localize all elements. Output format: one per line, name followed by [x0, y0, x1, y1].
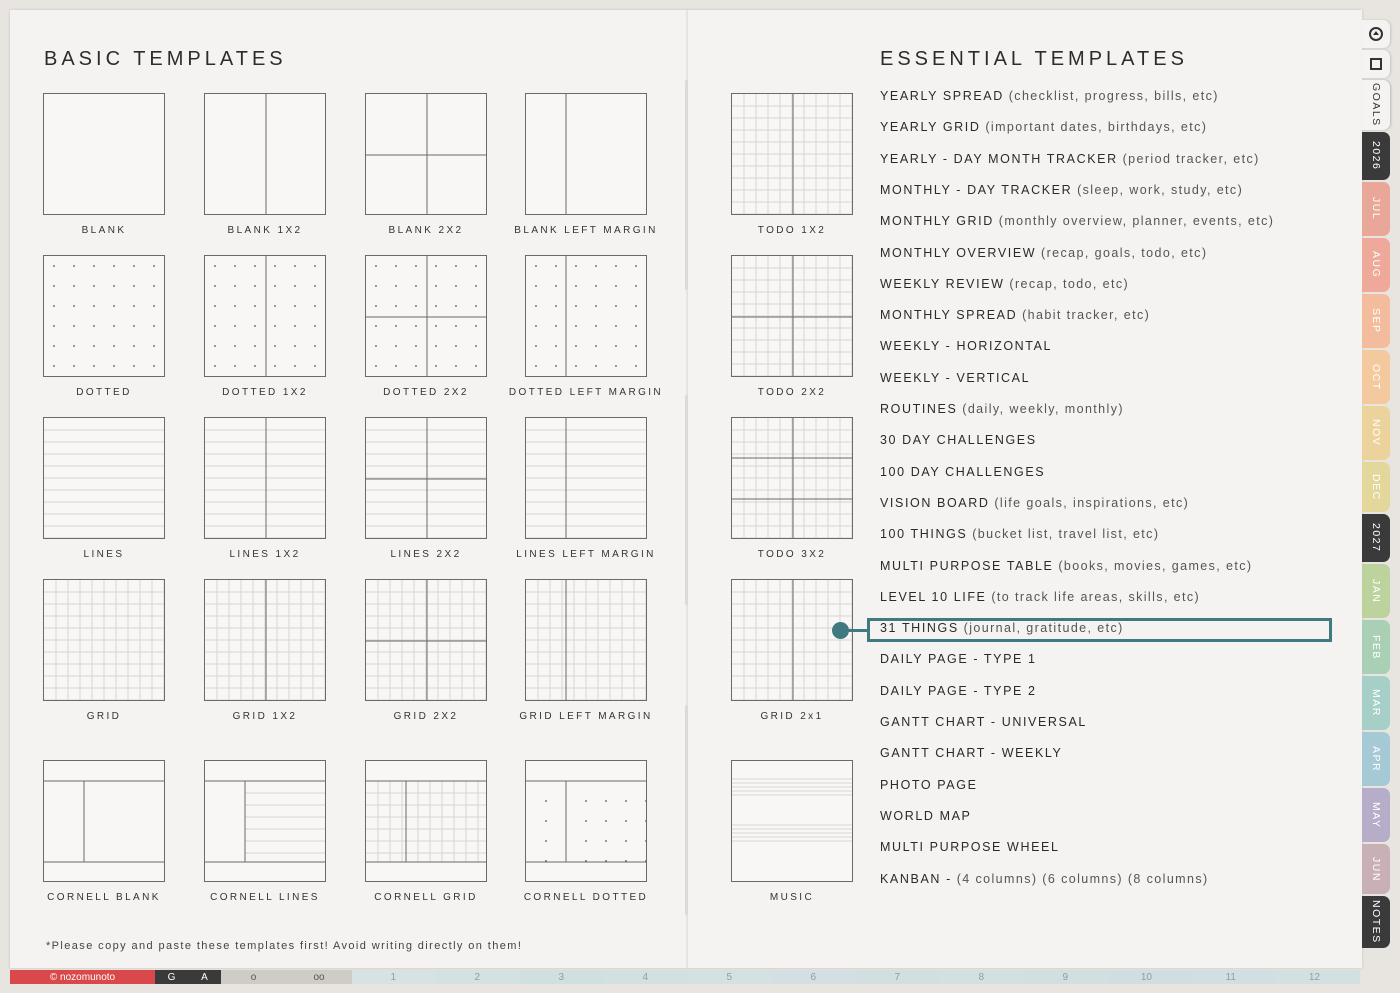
side-tab-label: 2026	[1370, 141, 1382, 171]
bottom-nav-bar	[10, 970, 1362, 984]
template-thumb-lines[interactable]	[43, 417, 165, 539]
essential-template-link[interactable]	[880, 840, 1060, 854]
side-tab-label: MAR	[1370, 689, 1382, 717]
side-tab-sep[interactable]	[1362, 294, 1390, 348]
side-tab-label: DEC	[1370, 473, 1382, 501]
side-tab-label: OCT	[1370, 363, 1382, 391]
essential-template-link[interactable]	[880, 465, 1045, 479]
side-tab-label: JUN	[1370, 856, 1382, 882]
template-thumb-lines-left-margin[interactable]	[525, 417, 647, 539]
template-thumb-grid-1x2[interactable]	[204, 579, 326, 701]
template-thumb-cornell-grid[interactable]	[365, 760, 487, 882]
essential-template-hint: (period tracker, etc)	[1117, 151, 1260, 166]
essential-template-name: WORLD MAP	[880, 808, 972, 823]
essential-template-name: MONTHLY OVERVIEW	[880, 245, 1037, 260]
essential-template-name: YEARLY - DAY MONTH TRACKER	[880, 151, 1118, 166]
template-label: DOTTED	[76, 387, 132, 398]
essential-template-hint: (sleep, work, study, etc)	[1072, 182, 1244, 197]
essential-template-name: PHOTO PAGE	[880, 777, 978, 792]
essential-template-name: LEVEL 10 LIFE	[880, 589, 987, 604]
essential-template-name: 100 DAY CHALLENGES	[880, 464, 1046, 479]
side-tab-label: GOALS	[1370, 83, 1382, 127]
template-label: BLANK	[81, 225, 127, 236]
template-label: GRID 1X2	[232, 711, 298, 722]
bottom-month-tab[interactable]: 6	[772, 970, 856, 984]
square-icon[interactable]	[1362, 50, 1390, 78]
template-thumb-dotted-2x2[interactable]	[365, 255, 487, 377]
essential-template-link[interactable]	[880, 715, 1087, 729]
essential-template-name: DAILY PAGE - TYPE 1	[880, 652, 1037, 667]
template-label: CORNELL DOTTED	[523, 892, 649, 903]
essential-template-name: 31 THINGS	[880, 621, 959, 636]
essential-template-name: MULTI PURPOSE WHEEL	[880, 840, 1060, 855]
essential-template-link[interactable]	[880, 778, 978, 792]
essential-template-hint: (habit tracker, etc)	[1017, 308, 1151, 323]
bottom-month-tab[interactable]: 9	[1024, 970, 1108, 984]
home-icon[interactable]	[1362, 20, 1390, 48]
side-tab-label: JAN	[1370, 578, 1382, 604]
template-label: MUSIC	[769, 892, 815, 903]
footnote: *Please copy and paste these templates first! Avoid writing directly on them!	[46, 940, 523, 952]
side-tab-jul[interactable]	[1362, 182, 1390, 236]
side-tab-apr[interactable]	[1362, 732, 1390, 786]
essential-template-hint: (recap, goals, todo, etc)	[1036, 245, 1208, 260]
essential-template-name: WEEKLY - HORIZONTAL	[880, 339, 1053, 354]
bottom-month-tab[interactable]: 8	[940, 970, 1024, 984]
essential-template-name: MONTHLY GRID	[880, 214, 994, 229]
spine-binding	[685, 80, 688, 290]
template-thumb-dotted[interactable]	[43, 255, 165, 377]
side-tab-label: MAY	[1370, 801, 1382, 829]
bottom-section-tab[interactable]: oo	[286, 970, 352, 984]
essential-template-link[interactable]	[880, 652, 1037, 666]
essential-template-hint: (life goals, inspirations, etc)	[989, 495, 1190, 510]
template-thumb-grid-2x2[interactable]	[365, 579, 487, 701]
essential-template-name: MONTHLY SPREAD	[880, 308, 1018, 323]
bottom-section-tab[interactable]: o	[221, 970, 286, 984]
essential-template-link[interactable]	[880, 684, 1037, 698]
essential-template-link[interactable]	[880, 308, 1150, 322]
bottom-month-tab[interactable]: 10	[1108, 970, 1192, 984]
template-label: GRID 2X2	[393, 711, 459, 722]
template-thumb-todo-3x2[interactable]	[731, 417, 853, 539]
template-label: LINES 1X2	[229, 549, 301, 560]
template-thumb-cornell-blank[interactable]	[43, 760, 165, 882]
side-tab-feb[interactable]	[1362, 620, 1390, 674]
side-tab-2026[interactable]	[1362, 132, 1390, 180]
essential-template-link[interactable]	[880, 872, 1209, 886]
template-thumb-dotted-1x2[interactable]	[204, 255, 326, 377]
template-thumb-blank[interactable]	[43, 93, 165, 215]
essential-template-link[interactable]	[880, 527, 1159, 541]
essential-template-link[interactable]	[880, 590, 1200, 604]
essential-template-link[interactable]	[880, 809, 972, 823]
bottom-month-tab[interactable]: 7	[856, 970, 940, 984]
bottom-month-tab[interactable]: 2	[436, 970, 520, 984]
template-thumb-cornell-lines[interactable]	[204, 760, 326, 882]
essential-template-link[interactable]	[880, 339, 1052, 353]
essential-template-hint: (bucket list, travel list, etc)	[967, 527, 1160, 542]
essential-template-link[interactable]	[880, 746, 1063, 760]
side-tab-label: 2027	[1370, 523, 1382, 553]
side-tab-jun[interactable]	[1362, 844, 1390, 894]
template-label: TODO 2X2	[757, 387, 827, 398]
bottom-section-tab[interactable]: G	[155, 970, 188, 984]
template-thumb-blank-2x2[interactable]	[365, 93, 487, 215]
template-label: TODO 1X2	[757, 225, 827, 236]
essential-template-link[interactable]	[880, 277, 1129, 291]
highlight-box	[867, 618, 1332, 642]
template-label: BLANK 1X2	[227, 225, 303, 236]
side-tab-label: APR	[1370, 745, 1382, 773]
essential-template-link[interactable]	[880, 89, 1219, 103]
highlight-pointer-line	[846, 629, 868, 632]
template-label: DOTTED 2X2	[383, 387, 469, 398]
bottom-section-tab[interactable]: A	[188, 970, 221, 984]
essential-template-link[interactable]	[880, 371, 1030, 385]
essential-template-name: KANBAN -	[880, 871, 952, 886]
essential-template-link[interactable]	[880, 433, 1037, 447]
essential-template-name: ROUTINES	[880, 402, 958, 416]
essential-template-name: GANTT CHART - WEEKLY	[880, 746, 1063, 761]
essential-template-link[interactable]	[880, 559, 1252, 573]
template-thumb-music[interactable]	[731, 760, 853, 882]
essential-template-hint: (daily, weekly, monthly)	[957, 402, 1124, 416]
essential-template-hint: (4 columns) (6 columns) (8 columns)	[951, 871, 1209, 886]
template-label: DOTTED LEFT MARGIN	[508, 387, 664, 398]
bottom-month-tab[interactable]: 1	[352, 970, 436, 984]
bottom-month-tab[interactable]: 4	[604, 970, 688, 984]
bottom-month-tab[interactable]: 11	[1192, 970, 1276, 984]
essential-template-name: 30 DAY CHALLENGES	[880, 433, 1037, 448]
template-thumb-cornell-dotted[interactable]	[525, 760, 647, 882]
essential-template-hint: (important dates, birthdays, etc)	[980, 120, 1208, 135]
side-tab-dec[interactable]	[1362, 462, 1390, 512]
side-tab-mar[interactable]	[1362, 676, 1390, 730]
template-label: CORNELL BLANK	[47, 892, 161, 903]
essential-template-hint: (books, movies, games, etc)	[1053, 558, 1253, 573]
template-thumb-grid-left-margin[interactable]	[525, 579, 647, 701]
essential-template-name: WEEKLY - VERTICAL	[880, 370, 1031, 385]
essential-template-link[interactable]	[880, 120, 1207, 134]
side-tab-aug[interactable]	[1362, 238, 1390, 292]
template-thumb-dotted-left-margin[interactable]	[525, 255, 647, 377]
essential-template-link[interactable]	[880, 246, 1207, 260]
side-tab-label: AUG	[1370, 251, 1382, 279]
essential-template-name: YEARLY SPREAD	[880, 89, 1004, 103]
template-label: LINES	[83, 549, 125, 560]
template-label: LINES LEFT MARGIN	[516, 549, 656, 560]
template-label: CORNELL GRID	[374, 892, 478, 903]
template-label: GRID 2x1	[760, 711, 824, 722]
essential-template-link[interactable]	[880, 183, 1243, 197]
essential-template-name: MULTI PURPOSE TABLE	[880, 558, 1054, 573]
template-thumb-lines-1x2[interactable]	[204, 417, 326, 539]
essential-template-hint: (checklist, progress, bills, etc)	[1003, 89, 1219, 103]
spine-binding	[685, 705, 688, 915]
side-tab-notes[interactable]	[1362, 896, 1390, 948]
bottom-month-tab[interactable]: 3	[520, 970, 604, 984]
template-label: DOTTED 1X2	[222, 387, 308, 398]
essential-template-hint: (recap, todo, etc)	[1004, 276, 1130, 291]
template-label: BLANK LEFT MARGIN	[514, 225, 658, 236]
side-tab-nov[interactable]	[1362, 406, 1390, 460]
template-thumb-lines-2x2[interactable]	[365, 417, 487, 539]
essential-templates-title: ESSENTIAL TEMPLATES	[880, 48, 1188, 70]
essential-template-link[interactable]	[880, 152, 1260, 166]
bottom-month-tab[interactable]: 5	[688, 970, 772, 984]
essential-template-hint: (monthly overview, planner, events, etc)	[993, 214, 1275, 229]
template-thumb-grid[interactable]	[43, 579, 165, 701]
template-label: BLANK 2X2	[388, 225, 464, 236]
side-tab-jan[interactable]	[1362, 564, 1390, 618]
side-tab-2027[interactable]	[1362, 514, 1390, 562]
essential-template-link[interactable]	[880, 214, 1274, 228]
side-tab-label: NOV	[1370, 419, 1382, 447]
side-tab-label: FEB	[1370, 634, 1382, 660]
essential-template-name: WEEKLY REVIEW	[880, 276, 1005, 291]
essential-template-link[interactable]	[880, 496, 1189, 510]
side-tab-label: NOTES	[1370, 900, 1382, 944]
template-thumb-todo-2x2[interactable]	[731, 255, 853, 377]
side-tab-goals[interactable]	[1362, 80, 1390, 130]
side-tab-may[interactable]	[1362, 788, 1390, 842]
essential-template-name: VISION BOARD	[880, 495, 990, 510]
brand-label[interactable]: © nozomunoto	[10, 970, 155, 984]
template-thumb-grid-2x1[interactable]	[731, 579, 853, 701]
template-thumb-blank-left-margin[interactable]	[525, 93, 647, 215]
essential-template-name: DAILY PAGE - TYPE 2	[880, 683, 1037, 698]
template-label: GRID	[86, 711, 122, 722]
side-tab-label: JUL	[1370, 197, 1382, 221]
side-tab-oct[interactable]	[1362, 350, 1390, 404]
bottom-month-tab[interactable]: 12	[1276, 970, 1360, 984]
side-tab-label: SEP	[1370, 308, 1382, 334]
template-label: GRID LEFT MARGIN	[519, 711, 653, 722]
template-thumb-blank-1x2[interactable]	[204, 93, 326, 215]
notebook-page	[10, 10, 1362, 968]
template-label: CORNELL LINES	[210, 892, 320, 903]
essential-template-name: MONTHLY - DAY TRACKER	[880, 182, 1073, 197]
template-label: TODO 3X2	[757, 549, 827, 560]
template-label: LINES 2X2	[390, 549, 462, 560]
template-thumb-todo-1x2[interactable]	[731, 93, 853, 215]
essential-template-name: 100 THINGS	[880, 527, 968, 542]
essential-template-hint: (journal, gratitude, etc)	[958, 621, 1124, 636]
basic-templates-title: BASIC TEMPLATES	[44, 48, 287, 70]
essential-template-hint: (to track life areas, skills, etc)	[986, 589, 1201, 604]
essential-template-name: GANTT CHART - UNIVERSAL	[880, 715, 1087, 729]
essential-template-link[interactable]	[880, 402, 1124, 416]
essential-template-name: YEARLY GRID	[880, 120, 981, 135]
spine-binding	[685, 395, 688, 605]
